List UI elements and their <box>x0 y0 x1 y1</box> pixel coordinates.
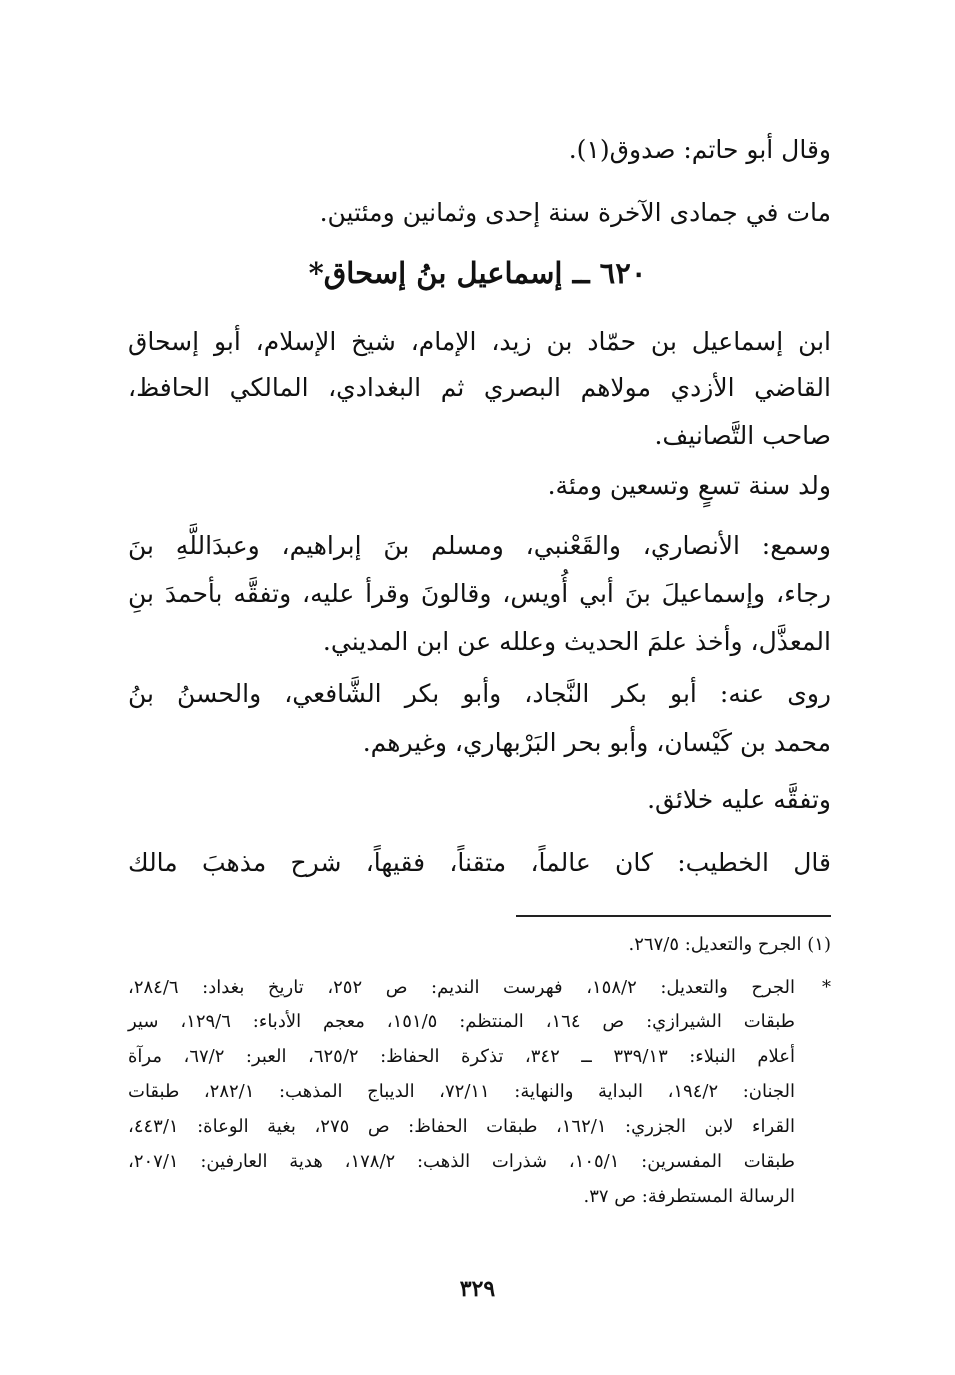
footnote-line: أعلام النبلاء: ٣٣٩/١٣ ــ ٣٤٢، تذكرة الحفاظ: ٦٢٥/٢، العبر: ٦٧/٢، مرآة <box>128 1046 795 1067</box>
footnote-separator <box>516 915 831 917</box>
body-line: القاضي الأزدي مولاهم البصري ثم البغدادي، المالكي الحافظ، <box>128 373 831 402</box>
footnote-line: الجنان: ١٩٤/٢، البداية والنهاية: ٧٢/١١، الديباج المذهب: ٢٨٢/١، طبقات <box>128 1081 796 1102</box>
body-line: روى عنه: أبو بكر النَّجاد، وأبو بكر الشَّافعي، والحسنُ بنُ <box>128 679 831 708</box>
footnote-line: القراء لابن الجزري: ١٦٢/١، طبقات الحفاظ: ص ٢٧٥، بغية الوعاة: ٤٤٣/١، <box>128 1116 795 1137</box>
body-line: وقال أبو حاتم: صدوق(١). <box>568 135 831 164</box>
footnote-star-marker: * <box>822 977 831 998</box>
footnote-line: الرسالة المستطرفة: ص ٣٧. <box>583 1186 795 1207</box>
page-number: ٣٢٩ <box>459 1276 496 1302</box>
body-line: رجاء، وإسماعيلَ بنَ أبي أُويس، وقالونَ وقرأ عليه، وتفقَّه بأحمدَ بنِ <box>128 579 831 608</box>
footnote-line: الجرح والتعديل: ١٥٨/٢، فهرست النديم: ص ٢٥٢، تاريخ بغداد: ٢٨٤/٦، <box>128 977 796 998</box>
body-line: ابن إسماعيل بن حمّاد بن زيد، الإمام، شيخ الإسلام، أبو إسحاق <box>128 327 831 356</box>
body-line: مات في جمادى الآخرة سنة إحدى وثمانين ومئتين. <box>319 198 831 227</box>
footnote-line: طبقات المفسرين: ١٠٥/١، شذرات الذهب: ١٧٨/٢، هدية العارفين: ٢٠٧/١، <box>128 1151 796 1172</box>
body-line: محمد بن كَيْسان، وأبو بحر البَرْبهاري، وغيرهم. <box>362 728 831 757</box>
body-line: ولد سنة تسعٍ وتسعين ومئة. <box>547 471 831 500</box>
body-line: المعذَّل، وأخذ علمَ الحديث وعلله عن ابن المديني. <box>322 627 831 656</box>
entry-heading: ٦٢٠ ــ إسماعيل بنُ إسحاق* <box>308 256 647 290</box>
body-line: وتفقَّه عليه خلائق. <box>647 785 831 814</box>
footnote-line: (١) الجرح والتعديل: ٢٦٧/٥. <box>628 934 831 955</box>
body-line: صاحب التَّصانيف. <box>654 421 831 450</box>
body-line: وسمع: الأنصاري، والقَعْنبي، ومسلم بنَ إبراهيم، وعبدَاللَّهِ بنَ <box>128 531 831 560</box>
footnote-line: طبقات الشيرازي: ص ١٦٤، المنتظم: ١٥١/٥، معجم الأدباء: ١٢٩/٦، سير <box>128 1011 795 1032</box>
body-line: قال الخطيب: كان عالماً، متقناً، فقيهاً، شرح مذهبَ مالك <box>128 848 831 877</box>
